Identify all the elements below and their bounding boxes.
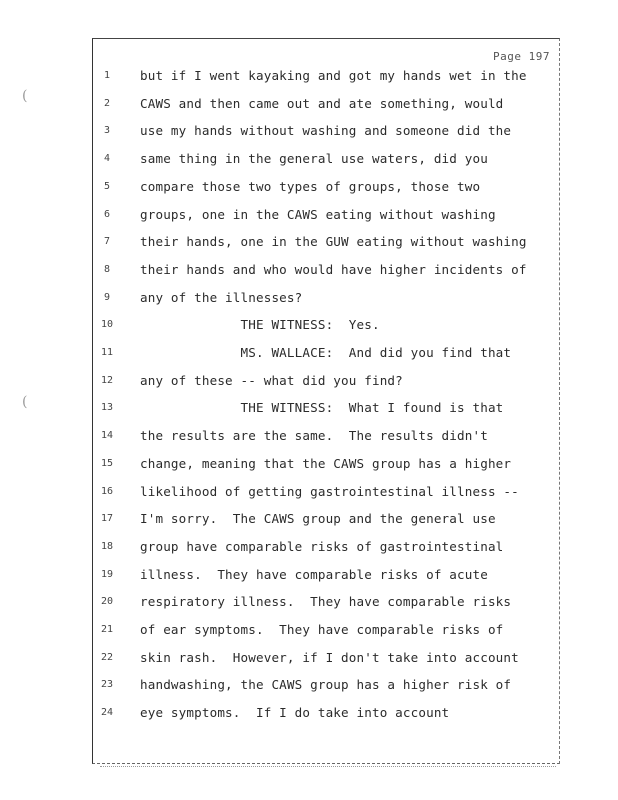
transcript-line <box>96 705 558 725</box>
line-text: but if I went kayaking and got my hands wet in the <box>140 68 527 83</box>
transcript-line <box>96 456 558 476</box>
line-text: same thing in the general use waters, did you <box>140 151 488 167</box>
transcript-line <box>96 123 558 143</box>
line-number: 7 <box>103 236 111 248</box>
transcript-line <box>96 400 558 420</box>
transcript-line <box>96 539 558 559</box>
line-text: THE WITNESS: What I found is that <box>140 400 504 416</box>
page-number: Page 197 <box>493 50 550 63</box>
transcript-line <box>96 262 558 282</box>
line-text: any of the illnesses? <box>140 289 303 305</box>
line-number: 22 <box>100 651 114 663</box>
line-text: eye symptoms. If I do take into account <box>140 705 450 721</box>
line-text: their hands, one in the GUW eating without washing <box>140 234 527 250</box>
transcript-line <box>96 650 558 670</box>
line-number: 3 <box>103 125 111 137</box>
line-number: 5 <box>103 180 111 192</box>
line-text: I'm sorry. The CAWS group and the general use <box>140 511 496 527</box>
line-text: use my hands without washing and someone did the <box>140 123 512 139</box>
line-number: 14 <box>100 430 114 442</box>
footer-rule <box>100 766 556 767</box>
transcript-line <box>96 677 558 697</box>
transcript-line <box>96 234 558 254</box>
line-text: the results are the same. The results didn't <box>140 428 488 444</box>
line-text: any of these -- what did you find? <box>140 372 403 388</box>
line-number: 20 <box>100 596 114 608</box>
transcript-line <box>96 96 558 116</box>
transcript-line <box>96 484 558 504</box>
transcript-line <box>96 290 558 310</box>
transcript-line <box>96 345 558 365</box>
line-number: 6 <box>103 208 111 220</box>
margin-mark: ( <box>22 394 28 410</box>
line-number: 1 <box>103 70 111 81</box>
line-number: 16 <box>100 485 114 497</box>
line-text: their hands and who would have higher incidents of <box>140 261 527 277</box>
transcript-line <box>96 68 558 88</box>
line-text: CAWS and then came out and ate something, would <box>140 95 504 111</box>
transcript-line <box>96 428 558 448</box>
transcript-line <box>96 594 558 614</box>
line-number: 2 <box>103 97 111 109</box>
transcript-line <box>96 179 558 199</box>
line-number: 9 <box>103 291 111 303</box>
line-text: respiratory illness. They have comparable risks <box>140 594 512 610</box>
line-number: 19 <box>100 568 114 580</box>
line-text: MS. WALLACE: And did you find that <box>140 345 512 360</box>
transcript-line <box>96 622 558 642</box>
transcript-line <box>96 317 558 337</box>
line-text: THE WITNESS: Yes. <box>140 317 380 333</box>
transcript-line <box>96 207 558 227</box>
line-text: likelihood of getting gastrointestinal illness -- <box>140 483 519 499</box>
line-text: groups, one in the CAWS eating without washing <box>140 206 496 222</box>
line-number: 8 <box>103 263 111 275</box>
transcript-line <box>96 151 558 171</box>
line-text: compare those two types of groups, those two <box>140 178 481 194</box>
line-number: 12 <box>100 374 114 386</box>
line-number: 15 <box>100 457 114 469</box>
line-text: skin rash. However, if I don't take into account <box>140 649 519 665</box>
line-number: 13 <box>100 402 114 414</box>
line-number: 17 <box>100 513 114 525</box>
line-number: 4 <box>103 153 111 165</box>
transcript-line <box>96 373 558 393</box>
line-number: 24 <box>100 707 114 719</box>
line-text: illness. They have comparable risks of acute <box>140 566 488 582</box>
line-number: 21 <box>100 624 114 635</box>
line-text: of ear symptoms. They have comparable risks of <box>140 622 504 637</box>
line-number: 10 <box>100 319 114 331</box>
line-number: 23 <box>100 679 114 691</box>
line-number: 18 <box>100 540 114 552</box>
line-number: 11 <box>100 347 114 358</box>
line-text: group have comparable risks of gastrointestinal <box>140 538 504 554</box>
margin-mark: ( <box>22 88 28 104</box>
line-text: handwashing, the CAWS group has a higher risk of <box>140 677 512 693</box>
transcript-line <box>96 567 558 587</box>
transcript-line <box>96 511 558 531</box>
line-text: change, meaning that the CAWS group has a higher <box>140 455 512 471</box>
